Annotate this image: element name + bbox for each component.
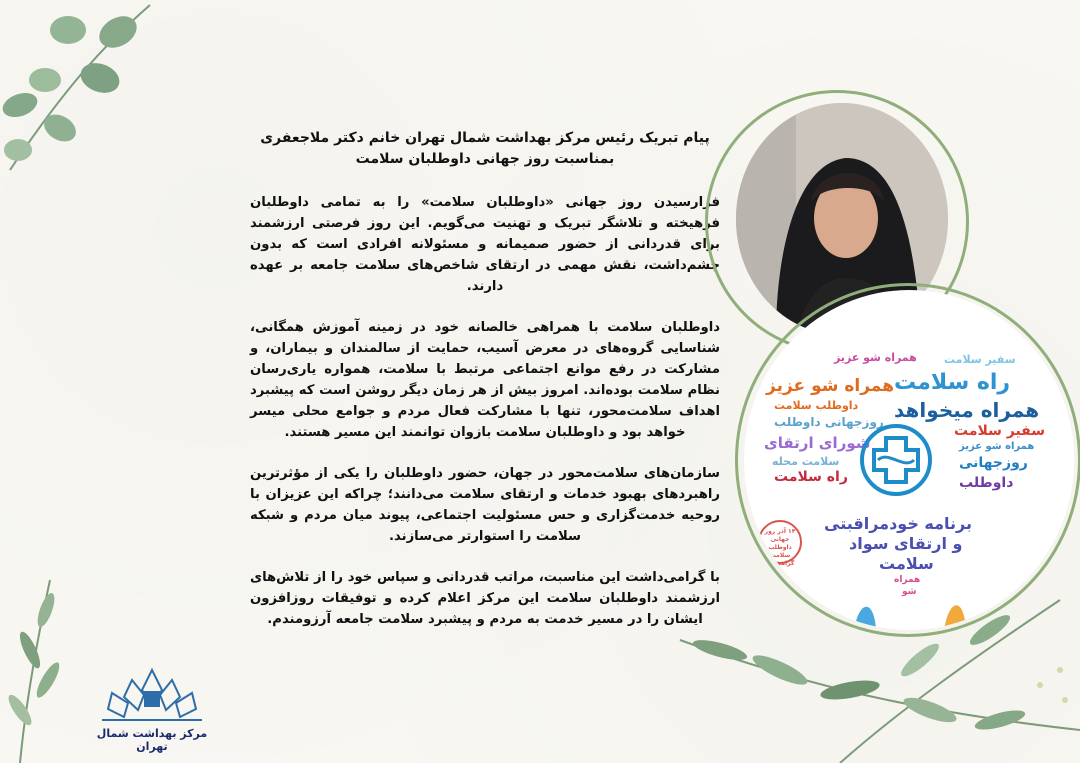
poster-word: همراه شو عزیز: [834, 351, 917, 364]
poster-word: سلامت محله: [772, 455, 840, 468]
poster-word: و ارتقای سواد: [849, 534, 963, 553]
letter-title: پیام تبریک رئیس مرکز بهداشت شمال تهران خانم دکتر ملاجعفری: [260, 130, 710, 146]
poster-word: سفیر سلامت: [944, 353, 1016, 366]
poster-word: روزجهانی داوطلب: [774, 415, 884, 429]
poster-word: همراه شو عزیز: [766, 376, 894, 396]
poster-word: برنامه خودمراقبتی: [824, 514, 972, 533]
poster-word: سلامت: [879, 554, 934, 573]
poster-word: سفیر سلامت: [954, 423, 1046, 439]
poster-word: روزجهانی: [959, 455, 1028, 471]
poster-word: همراه میخواهد: [894, 398, 1040, 422]
poster-word: داوطلب سلامت: [774, 399, 859, 412]
logo-name: مرکز بهداشت شمال تهران: [96, 727, 208, 753]
letter-body: [250, 128, 720, 630]
letter-paragraph-4: با گرامی‌داشت این مناسبت، مراتب قدردانی و سپاس خود را از تلاش‌های ارزشمند داوطلبان سلامت این مرکز اعلام کرده و توفیقات روزافزون ایشان را در مسیر خدمت به مردم و پیشبرد سلامت جامعه آرزومندم.: [250, 570, 720, 627]
poster-word: همراه شو عزیز: [959, 441, 1035, 452]
poster-word: همراه: [894, 575, 921, 585]
lotus-emblem-icon: [82, 665, 222, 727]
health-cross-emblem: [856, 420, 936, 500]
volunteer-day-poster: [744, 290, 1074, 630]
poster-word: داوطلب: [959, 475, 1014, 491]
hands-illustration: [744, 580, 1074, 630]
poster-word: راه سلامت: [774, 469, 848, 485]
poster-word: راه سلامت: [894, 370, 1011, 395]
health-center-logo: [82, 665, 222, 753]
letter-paragraph-2: داوطلبان سلامت با همراهی خالصانه خود در زمینه آموزش همگانی، شناسایی گروه‌های در معرض آسیب، حمایت از سالمندان و بیماران، و مشارکت در رفع موانع اجتماعی مرتبط با سلامت، همواره یاری‌رسان نظام سلامت بوده‌اند. امروز بیش از هر زمان دیگر روشن است که پیشبرد اهداف سلامت‌محور، تنها با مشارکت فعال مردم و جوامع محلی میسر خواهد بود و داوطلبان سلامت بازوان توانمند این مسیر هستند.: [250, 320, 720, 440]
letter-paragraph-3: سازمان‌های سلامت‌محور در جهان، حضور داوطلبان را یکی از مؤثرترین راهبردهای بهبود خدمات و ارتقای سلامت می‌دانند؛ چراکه این عزیزان با روحیه خدمت‌گزاری و حس مسئولیت اجتماعی، پیوند میان مردم و شبکه سلامت را استوارتر می‌سازند.: [250, 466, 720, 544]
poster-word: شورای ارتقای: [764, 434, 871, 452]
volunteer-day-stamp: ۱۴ آذر روز جهانی داوطلب سلامت گرامی باد: [758, 520, 802, 564]
letter-paragraph-1: فرارسیدن روز جهانی «داوطلبان سلامت» را به تمامی داوطلبان فرهیخته و تلاشگر تبریک و تهنیت می‌گویم. این روز فرصتی ارزشمند برای قدردانی از حضور صمیمانه و مسئولانه افرادی است که بدون چشم‌داشت، نقش مهمی در ارتقای شاخص‌های سلامت جامعه بر عهده دارند.: [250, 195, 720, 294]
poster-word: شو: [902, 587, 917, 597]
letter-subtitle: بمناسبت روز جهانی داوطلبان سلامت: [355, 151, 615, 167]
